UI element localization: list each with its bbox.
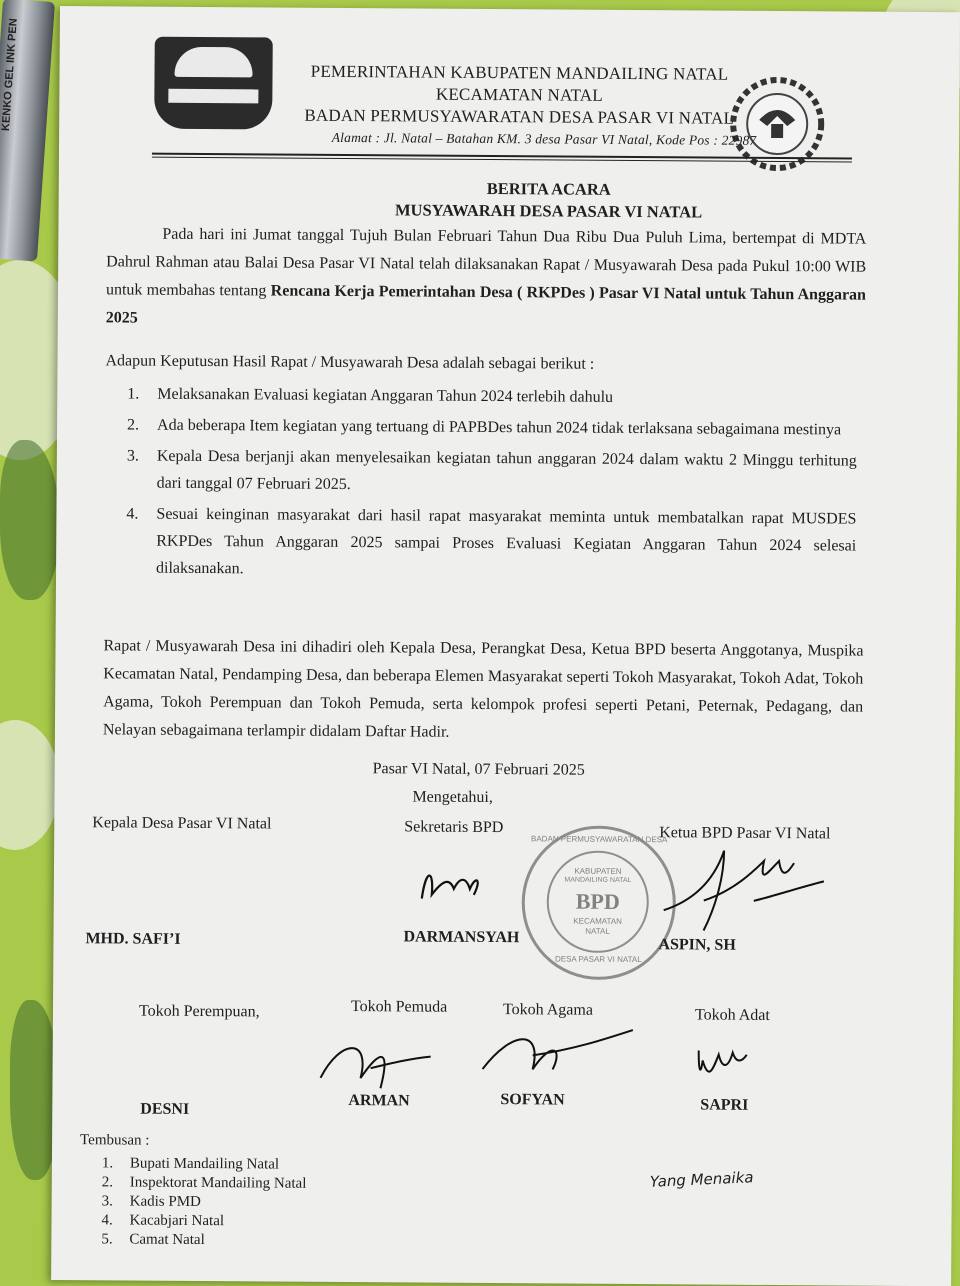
role-sekretaris-bpd: Sekretaris BPD — [404, 818, 504, 837]
name-tokoh-perempuan: DESNI — [140, 1100, 190, 1118]
name-ketua-bpd: ASPIN, SH — [658, 936, 736, 954]
tembusan-item: 5. Camat Natal — [101, 1231, 205, 1249]
signature-sekretaris — [414, 858, 504, 909]
role-tokoh-perempuan: Tokoh Perempuan, — [138, 1002, 260, 1021]
role-tokoh-agama: Tokoh Agama — [502, 1001, 594, 1019]
name-tokoh-agama: SOFYAN — [500, 1091, 565, 1109]
bpd-stamp: KABUPATEN MANDAILING NATAL BPD KECAMATAN NATAL BADAN PERMUSYAWARATAN DESA DESA PASAR VI NATAL — [521, 825, 676, 980]
tembusan-label: Tembusan : — [80, 1132, 150, 1149]
handwritten-note: Yang Menaika — [649, 1168, 754, 1191]
tembusan-list — [101, 1154, 306, 1250]
signature-ketua-bpd — [653, 830, 834, 941]
stamp-ring-bottom: DESA PASAR VI NATAL — [554, 954, 642, 965]
tembusan-item: 1. Bupati Mandailing Natal — [101, 1155, 280, 1173]
role-ketua-bpd: Ketua BPD Pasar VI Natal — [659, 824, 831, 843]
intro-text: Pada hari ini Jumat tanggal Tujuh Bulan Februari Tahun Dua Ribu Dua Puluh Lima, bertempat di MDTA Dahrul Rahman atau Balai Desa Pasar VI Natal telah dilaksanakan Rapat / Musyawarah Desa pada Pukul 10:00 WIB untuk membahas tentang — [105, 225, 867, 300]
role-tokoh-adat: Tokoh Adat — [694, 1006, 770, 1024]
tembusan-item: 3. Kadis PMD — [101, 1193, 201, 1211]
signature-arman — [310, 1028, 440, 1099]
regency-logo — [154, 37, 273, 130]
intro-bold-text: Rencana Kerja Pemerintahan Desa ( RKPDes ) Pasar VI Natal untuk Tahun Anggaran 2025 — [105, 282, 867, 327]
pen-label: KENKO GEL INK PEN — [0, 17, 20, 132]
tembusan-item: 2. Inspektorat Mandailing Natal — [101, 1174, 307, 1192]
decision-item: 3. Kepala Desa berjanji akan menyelesaikan kegiatan tahun anggaran 2024 dalam waktu 2 Minggu terhitung dari tanggal 07 Februari 2025. — [126, 447, 857, 494]
tembusan-item: 4. Kacabjari Natal — [101, 1212, 225, 1230]
name-kepala-desa: MHD. SAFI’I — [85, 930, 181, 948]
role-tokoh-pemuda: Tokoh Pemuda — [350, 998, 448, 1016]
mengetahui-label: Mengetahui, — [412, 788, 493, 807]
place-date: Pasar VI Natal, 07 Februari 2025 — [372, 760, 585, 779]
header-line-3: BADAN PERMUSYAWARATAN DESA PASAR VI NATAL — [304, 105, 735, 128]
name-tokoh-adat: SAPRI — [700, 1096, 749, 1114]
attendance-paragraph: Rapat / Musyawarah Desa ini dihadiri oleh Kepala Desa, Perangkat Desa, Ketua BPD beserta Anggotanya, Muspika Kecamatan Natal, Pendamping Desa, dan beberapa Elemen Masyarakat seperti Tokoh Masyarakat, Tokoh Adat, Tokoh Agama, Tokoh Perempuan dan Tokoh Pemuda, serta kelompok profesi seperti Petani, Peternak, Pedagang, dan Nelayan sebagaimana terlampir didalam Daftar Hadir. — [102, 637, 864, 741]
document-page — [51, 6, 960, 1286]
header-address: Alamat : Jl. Natal – Batahan KM. 3 desa Pasar VI Natal, Kode Pos : 22987 — [331, 129, 757, 148]
header-line-2: KECAMATAN NATAL — [435, 84, 603, 105]
intro-paragraph — [106, 220, 867, 337]
decision-item: 1. Melaksanakan Evaluasi kegiatan Anggaran Tahun 2024 terlebih dahulu — [127, 385, 614, 406]
decisions-list — [126, 380, 857, 590]
document-title: BERITA ACARA — [486, 178, 611, 199]
name-tokoh-pemuda: ARMAN — [348, 1092, 410, 1110]
decision-item: 2. Ada beberapa Item kegiatan yang tertuang di PAPBDes tahun 2024 tidak terlaksana sebagaimana mestinya — [127, 416, 842, 439]
signature-sapri — [692, 1040, 752, 1085]
document-subtitle: MUSYAWARAH DESA PASAR VI NATAL — [394, 200, 703, 222]
header-line-1: PEMERINTAHAN KABUPATEN MANDAILING NATAL — [310, 61, 729, 84]
decision-item: 4. Sesuai keinginan masyarakat dari hasil rapat masyarakat meminta untuk membatalkan rapat MUSDES RKPDes Tahun Anggaran 2025 sampai Proses Evaluasi Kegiatan Anggaran Tahun 2024 selesai dilaksanakan. — [126, 505, 857, 578]
role-kepala-desa: Kepala Desa Pasar VI Natal — [92, 814, 272, 833]
decisions-lead: Adapun Keputusan Hasil Rapat / Musyawarah Desa adalah sebagai berikut : — [105, 352, 595, 373]
name-sekretaris-bpd: DARMANSYAH — [403, 928, 520, 947]
stamp-ring-top: BADAN PERMUSYAWARATAN DESA — [530, 834, 668, 845]
signature-sofyan — [472, 1019, 642, 1090]
